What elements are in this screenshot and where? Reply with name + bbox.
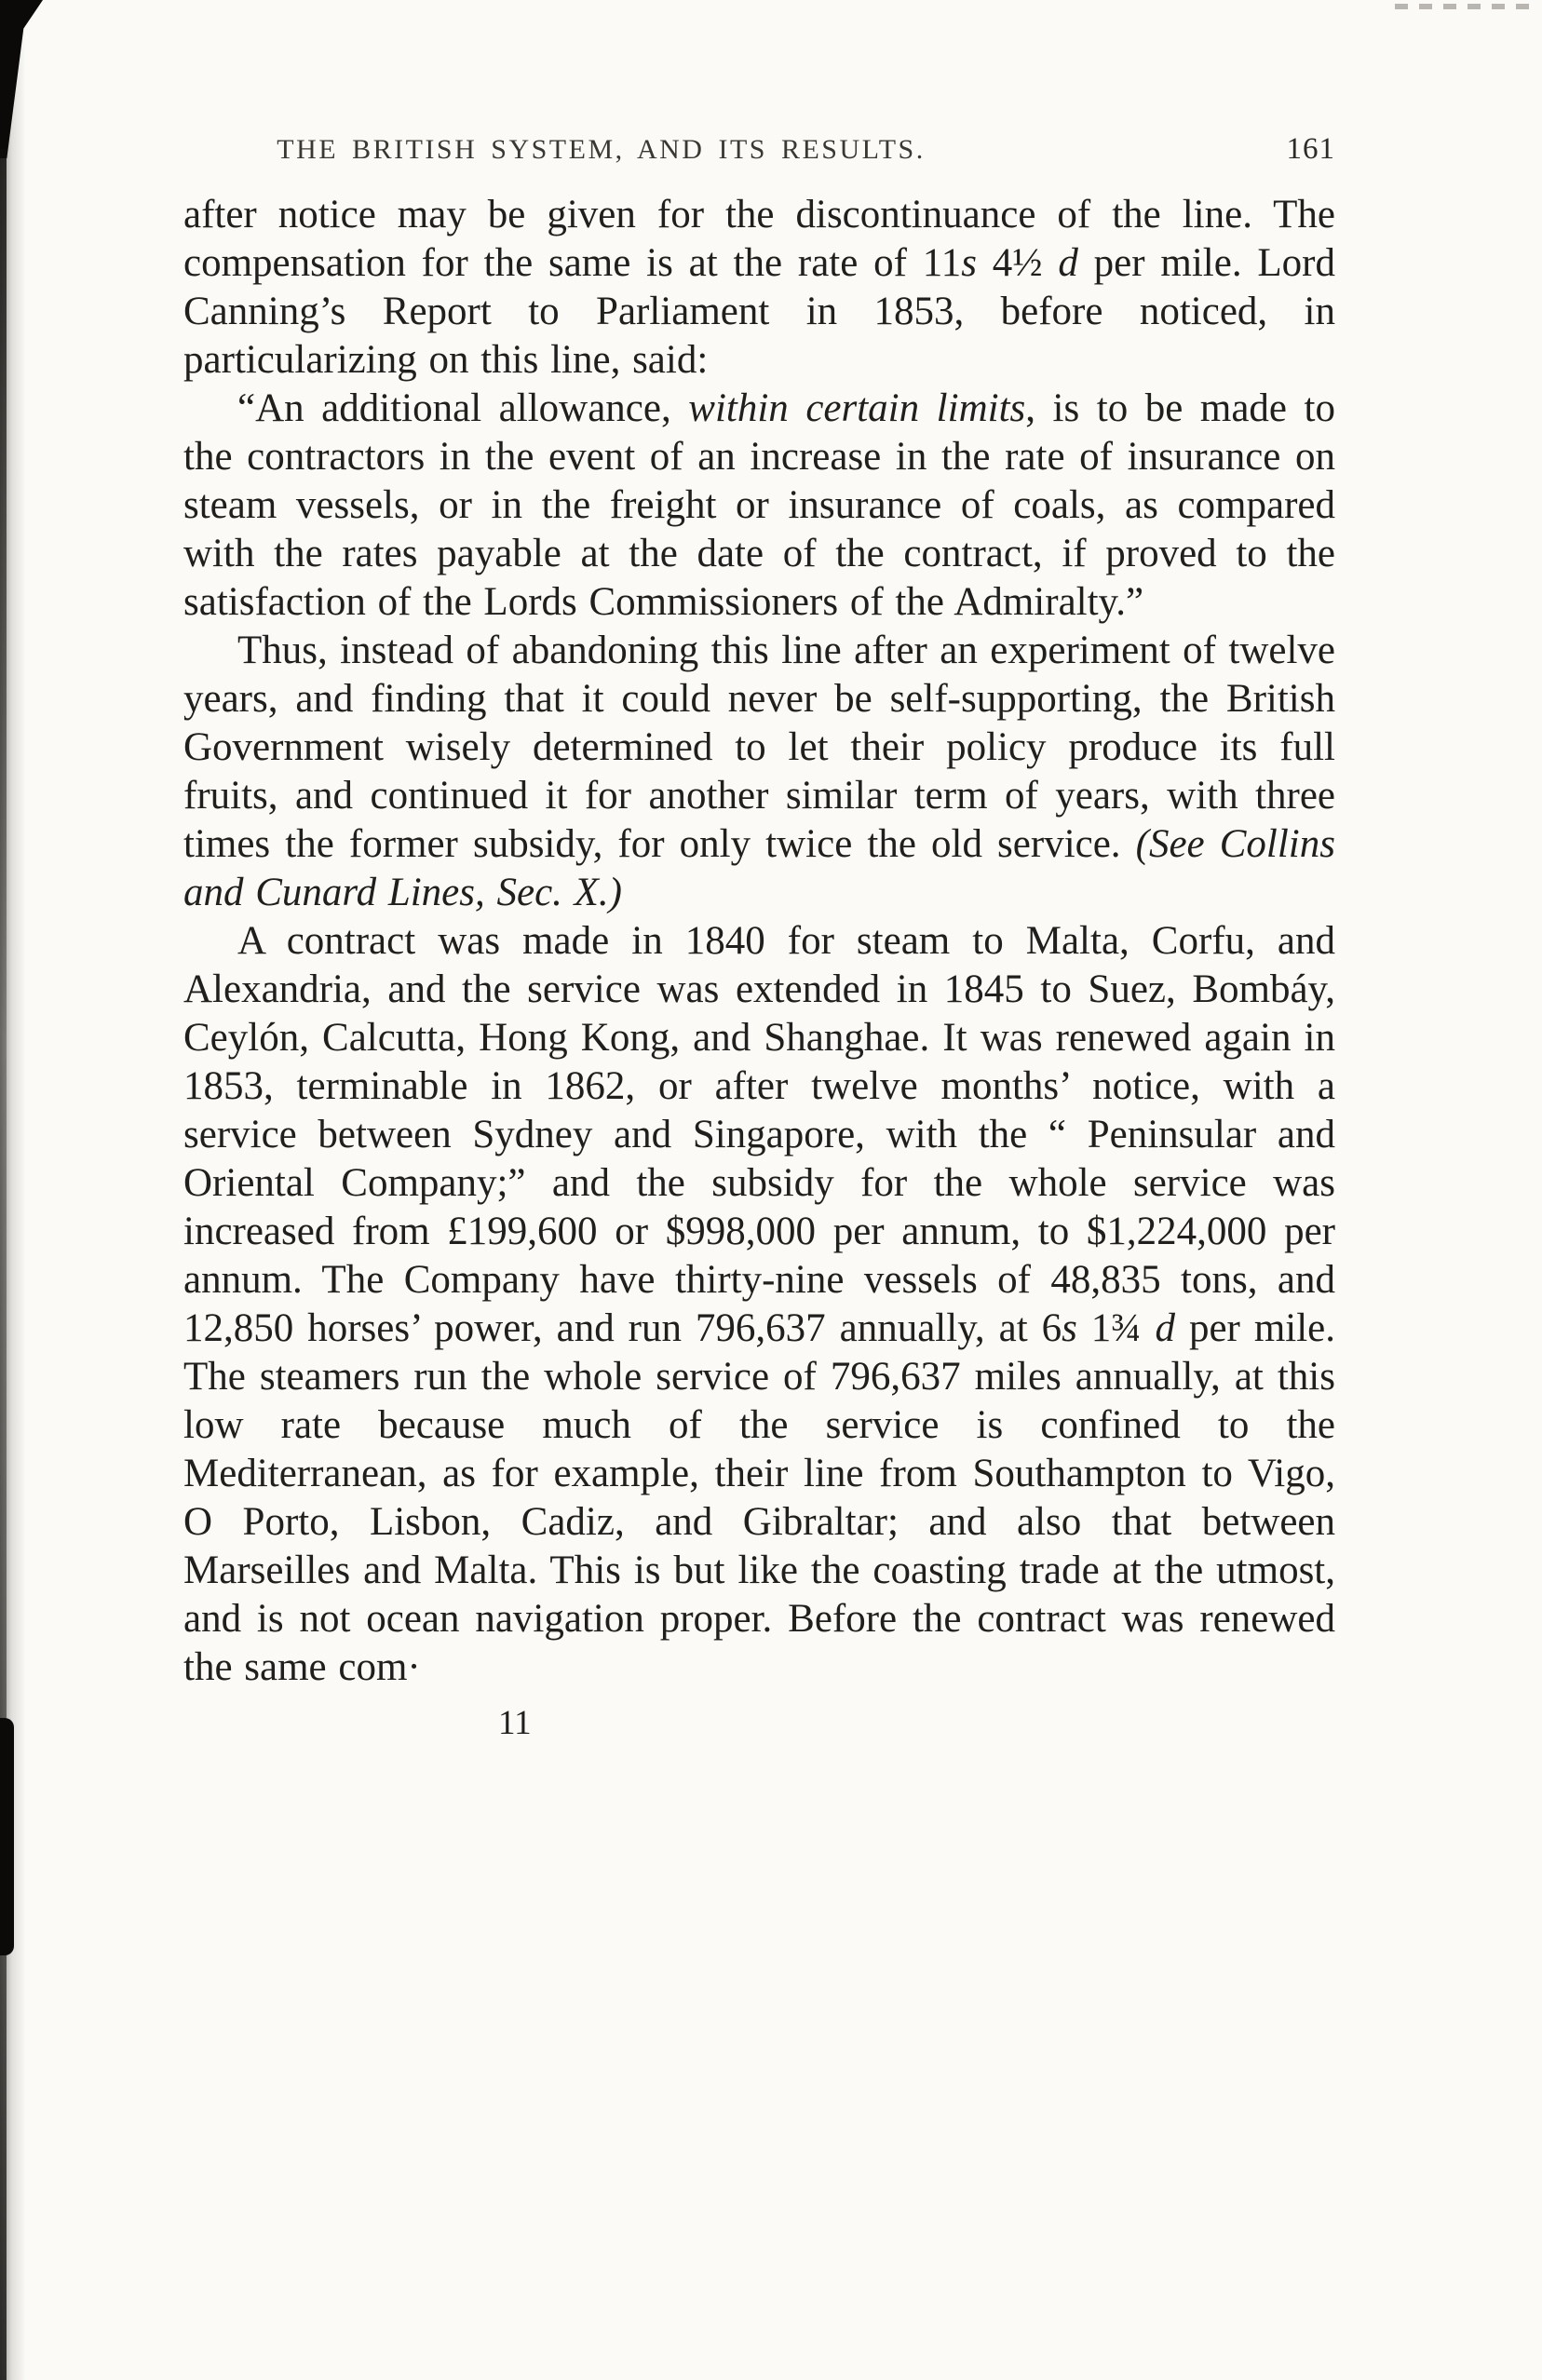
signature-number: 11 bbox=[498, 1704, 532, 1742]
paragraph bbox=[183, 191, 1335, 385]
binding-blot bbox=[0, 1718, 14, 1955]
paragraph bbox=[183, 627, 1335, 917]
binding-edge-line bbox=[0, 149, 7, 2380]
page-content bbox=[183, 132, 1335, 1743]
paragraph bbox=[183, 385, 1335, 627]
text-run: per mile. Lord Canning’s Report to Parliament in 1853, before noticed, in particularizing on this line, said: bbox=[183, 241, 1335, 382]
text-run: per mile. The steamers run the whole service of 796,637 miles annually, at this low rate because much of the service is confined to the Mediterranean, as for example, their line from Southampton to Vigo, O Porto, Lisbon, Cadiz, and Gibraltar; and also that between Marseilles and Malta. This is but like the coasting trade at the utmost, and is not ocean navigation proper. Before the contract was renewed the same com· bbox=[183, 1306, 1335, 1689]
italic-text-run: (See Collins and Cunard Lines, Sec. X.) bbox=[183, 822, 1335, 914]
text-run: 1¾ bbox=[1076, 1306, 1156, 1350]
italic-text-run: s bbox=[1062, 1306, 1077, 1350]
paragraph bbox=[183, 917, 1335, 1692]
page-number: 161 bbox=[1286, 132, 1335, 166]
text-run: “An additional allowance, bbox=[237, 386, 689, 430]
text-run: after notice may be given for the discontinuance of the line. The compensation for the same is at the rate of 11 bbox=[183, 193, 1335, 285]
italic-text-run: within certain limits bbox=[688, 386, 1026, 430]
text-run: , is to be made to the contractors in the event of an increase in the rate of insurance on steam vessels, or in the freight or insurance of coals, as compared with the rates payable at the date of the contract, if proved to the satisfaction of the Lords Commissioners of the Admiralty.” bbox=[183, 386, 1335, 624]
scan-artifact bbox=[1395, 4, 1535, 9]
italic-text-run: s bbox=[961, 241, 977, 285]
text-run: Thus, instead of abandoning this line after an experiment of twelve years, and finding that it could never be self-supporting, the British Government wisely determined to let their policy produce its full fruits, and continued it for another similar term of years, with three times the former subsidy, for only twice the old service. bbox=[183, 629, 1335, 866]
running-header bbox=[183, 132, 1335, 167]
italic-text-run: d bbox=[1155, 1306, 1175, 1350]
page-body bbox=[183, 191, 1335, 1692]
text-run: 4½ bbox=[976, 241, 1059, 285]
page-title: THE BRITISH SYSTEM, AND ITS RESULTS. bbox=[277, 134, 926, 165]
text-run: A contract was made in 1840 for steam to Malta, Corfu, and Alexandria, and the service was extended in 1845 to Suez, Bombáy, Ceylón, Calcutta, Hong Kong, and Shanghae. It was renewed again in 1853, terminable in 1862, or after twelve months’ notice, with a service between Sydney and Singapore, with the “ Peninsular and Oriental Company;” and the subsidy for the whole service was increased from £199,600 or $998,000 per annum, to $1,224,000 per annum. The Company have thirty-nine vessels of 48,835 tons, and 12,850 horses’ power, and run 796,637 annually, at 6 bbox=[183, 919, 1335, 1350]
italic-text-run: d bbox=[1058, 241, 1078, 285]
